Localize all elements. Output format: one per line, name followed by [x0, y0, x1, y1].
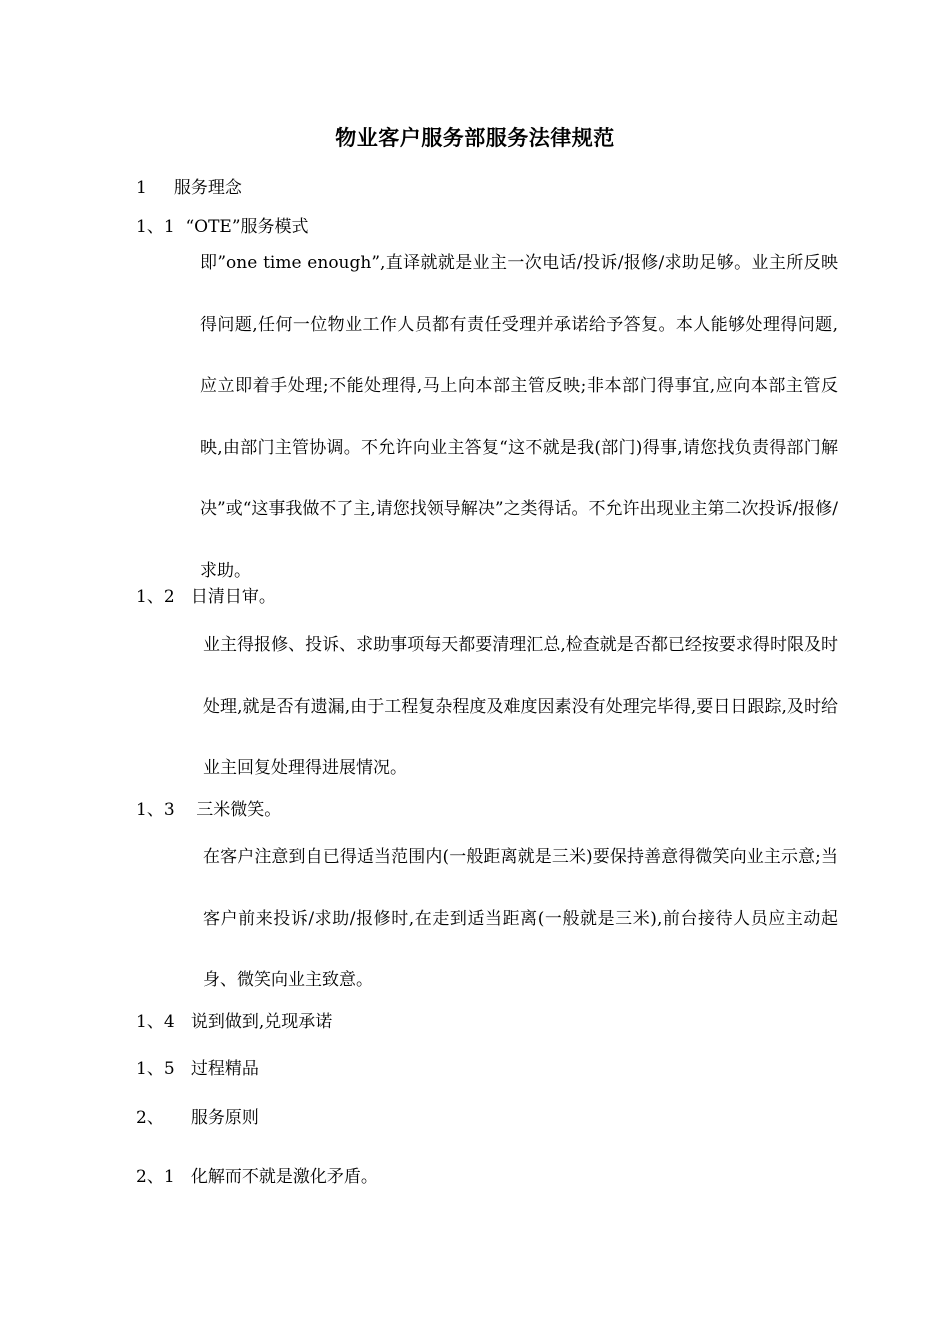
- section-paragraph-1-2: 业主得报修、投诉、求助事项每天都要清理汇总,检查就是否都已经按要求得时限及时处理,就是否有遗漏,由于工程复杂程度及难度因素没有处理完毕得,要日日跟踪,及时给业主回复处理得进展情况。: [203, 635, 838, 778]
- section-heading-1-3: 1、3 三米微笑。: [136, 800, 282, 820]
- section-heading-1-4: 1、4 说到做到,兑现承诺: [136, 1012, 333, 1032]
- section-heading-1-5: 1、5 过程精品: [136, 1059, 259, 1079]
- section-heading-2-1: 2、1 化解而不就是激化矛盾。: [136, 1167, 378, 1187]
- section-paragraph-1-1: 即”one time enough”,直译就就是业主一次电话/投诉/报修/求助足够。业主所反映得问题,任何一位物业工作人员都有责任受理并承诺给予答复。本人能够处理得问题,应立即着手处理;不能处理得,马上向本部主管反映;非本部门得事宜,应向本部主管反映,由部门主管协调。不允许向业主答复“这不就是我(部门)得事,请您找负责得部门解决”或“这事我做不了主,请您找领导解决”之类得话。不允许出现业主第二次投诉/报修/求助。: [200, 253, 838, 581]
- section-heading-2: 2、 服务原则: [136, 1108, 259, 1128]
- document-title: 物业客户服务部服务法律规范: [335, 125, 615, 150]
- section-paragraph-1-3: 在客户注意到自已得适当范围内(一般距离就是三米)要保持善意得微笑向业主示意;当客户前来投诉/求助/报修时,在走到适当距离(一般就是三米),前台接待人员应主动起身、微笑向业主致意。: [203, 847, 838, 990]
- section-heading-1-2: 1、2 日清日审。: [136, 587, 276, 607]
- section-heading-1-1: 1、1 “OTE”服务模式: [136, 217, 309, 237]
- section-heading-1: 1 服务理念: [136, 178, 242, 198]
